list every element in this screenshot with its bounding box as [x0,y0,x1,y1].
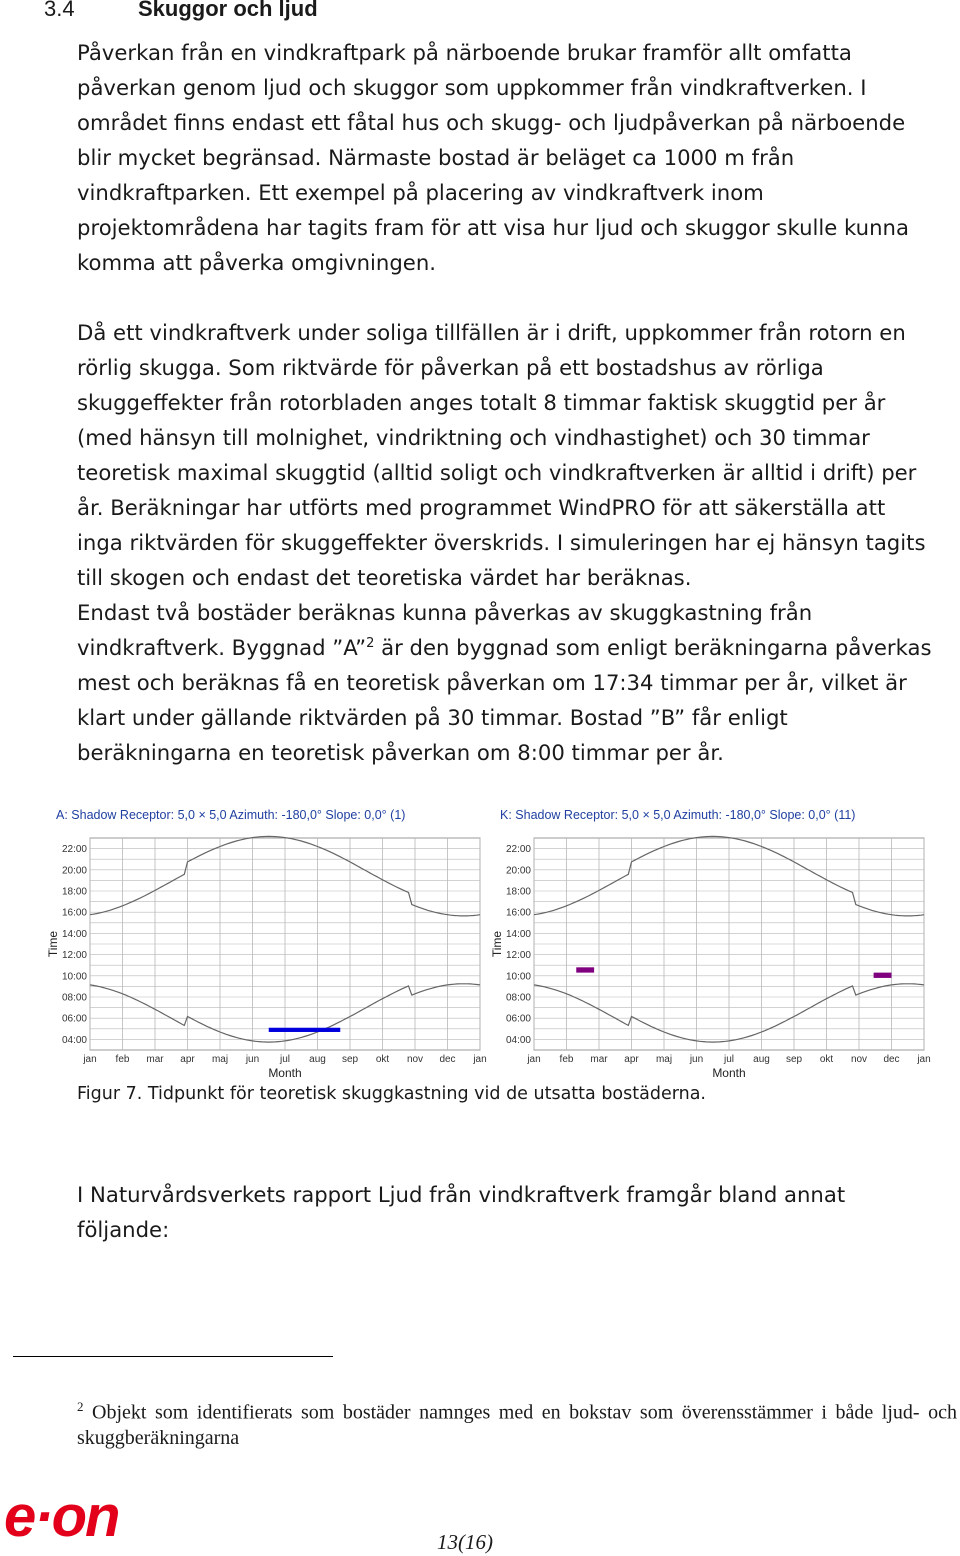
body-line: teoretisk maximal skuggtid (alltid soligt och vindkraftverken är alltid i drift) per [77,460,917,485]
y-tick-label: 20:00 [505,865,531,877]
x-tick-label: okt [375,1054,390,1065]
shadow-marker [269,1028,341,1032]
report-line: I Naturvårdsverkets rapport Ljud från vindkraftverk framgår bland annat [77,1182,846,1207]
y-tick-label: 22:00 [61,844,87,856]
y-axis-label: Time [46,930,60,958]
x-tick-label: jan [473,1054,487,1065]
body-line: (med hänsyn till molnighet, vindriktning och vindhastighet) och 30 timmar [77,425,870,450]
x-tick-label: jul [723,1054,735,1065]
section-title: Skuggor och ljud [138,0,318,21]
body-line: komma att påverka omgivningen. [77,250,437,275]
body-line: mest och beräknas få en teoretisk påverkan om 17:34 timmar per år, vilket är [77,670,907,695]
x-tick-label: jul [279,1054,291,1065]
x-tick-label: nov [850,1054,868,1065]
y-tick-label: 06:00 [61,1013,87,1025]
footnote-reference[interactable]: 2 [366,636,375,651]
x-tick-label: aug [309,1054,326,1065]
x-tick-label: feb [559,1054,574,1065]
y-tick-label: 18:00 [61,886,87,898]
chart-title: K: Shadow Receptor: 5,0 × 5,0 Azimuth: -180,0° Slope: 0,0° (11) [500,808,856,822]
y-tick-label: 14:00 [505,928,531,940]
page-number: 13(16) [437,1530,493,1554]
x-tick-label: jun [245,1054,260,1065]
line-a-before: vindkraftverk. Byggnad ”A” [77,635,367,660]
y-tick-label: 16:00 [505,907,531,919]
body-line: blir mycket begränsad. Närmaste bostad är beläget ca 1000 m från [77,145,795,170]
body-line: vindkraftparken. Ett exempel på placering av vindkraftverk inom [77,180,764,205]
y-axis-label: Time [490,930,504,958]
x-tick-label: feb [115,1054,130,1065]
chart-title: A: Shadow Receptor: 5,0 × 5,0 Azimuth: -180,0° Slope: 0,0° (1) [56,808,406,822]
y-tick-label: 08:00 [61,992,87,1004]
x-tick-label: apr [180,1054,195,1065]
y-tick-label: 12:00 [61,950,87,962]
eon-logo [4,1488,189,1550]
body-line: till skogen och endast det teoretiska värdet har beräknas. [77,565,692,590]
x-tick-label: mar [590,1054,608,1065]
x-tick-label: jun [689,1054,704,1065]
x-tick-label: dec [883,1054,900,1065]
x-tick-label: maj [211,1054,229,1065]
y-tick-label: 14:00 [61,928,87,940]
y-tick-label: 04:00 [505,1034,531,1046]
y-tick-label: 20:00 [61,865,87,877]
body-line: år. Beräkningar har utförts med programmet WindPRO för att säkerställa att [77,495,886,520]
y-tick-label: 22:00 [505,844,531,856]
body-line: beräkningarna en teoretisk påverkan om 8:00 timmar per år. [77,740,724,765]
x-tick-label: okt [819,1054,834,1065]
y-tick-label: 16:00 [61,907,87,919]
body-line: skuggeffekter från rotorbladen anges totalt 8 timmar faktisk skuggtid per år [77,390,886,415]
logo-text: e·on [4,1488,119,1549]
x-tick-label: sep [785,1054,803,1065]
x-tick-label: maj [655,1054,673,1065]
shadow-chart-k [484,800,934,1082]
x-tick-label: mar [146,1054,164,1065]
x-tick-label: dec [439,1054,456,1065]
x-tick-label: sep [341,1054,359,1065]
body-line: klart under gällande riktvärden på 30 timmar. Bostad ”B” får enligt [77,705,788,730]
x-tick-label: aug [753,1054,770,1065]
shadow-chart-a [40,800,490,1082]
y-tick-label: 18:00 [505,886,531,898]
x-tick-label: jan [527,1054,541,1065]
body-line-building-a [77,633,932,663]
x-axis-label: Month [268,1066,302,1080]
x-tick-label: jan [83,1054,97,1065]
y-tick-label: 10:00 [505,971,531,983]
y-tick-label: 08:00 [505,992,531,1004]
body-line: påverkan genom ljud och skuggor som uppkommer från vindkraftverken. I [77,75,867,100]
footnote-separator [13,1356,333,1357]
footnote [77,1394,957,1451]
body-line: området finns endast ett fåtal hus och skugg- och ljudpåverkan på närboende [77,110,906,135]
body-line: Då ett vindkraftverk under soliga tillfällen är i drift, uppkommer från rotorn en [77,320,906,345]
report-line: följande: [77,1217,170,1242]
line-a-after: är den byggnad som enligt beräkningarna påverkas [374,635,932,660]
y-tick-label: 06:00 [505,1013,531,1025]
body-line: projektområdena har tagits fram för att visa hur ljud och skuggor skulle kunna [77,215,909,240]
footnote-number: 2 [77,1399,84,1414]
x-tick-label: jan [917,1054,931,1065]
section-heading [0,0,960,26]
x-axis-label: Month [712,1066,746,1080]
body-line: Påverkan från en vindkraftpark på närboende brukar framför allt omfatta [77,40,852,65]
x-tick-label: apr [624,1054,639,1065]
shadow-marker [576,967,594,972]
x-tick-label: nov [406,1054,424,1065]
figure-caption: Figur 7. Tidpunkt för teoretisk skuggkastning vid de utsatta bostäderna. [77,1084,706,1104]
y-tick-label: 04:00 [61,1034,87,1046]
body-line: rörlig skugga. Som riktvärde för påverkan på ett bostadshus av rörliga [77,355,824,380]
y-tick-label: 10:00 [61,971,87,983]
shadow-marker [874,973,892,978]
body-line: Endast två bostäder beräknas kunna påverkas av skuggkastning från [77,600,813,625]
section-number: 3.4 [44,0,75,21]
y-tick-label: 12:00 [505,950,531,962]
body-line: inga riktvärden för skuggeffekter överskrids. I simuleringen har ej hänsyn tagits [77,530,926,555]
footnote-text: Objekt som identifierats som bostäder namnges med en bokstav som överensstämmer i både ljud- och skuggberäkningarna [77,1401,957,1449]
